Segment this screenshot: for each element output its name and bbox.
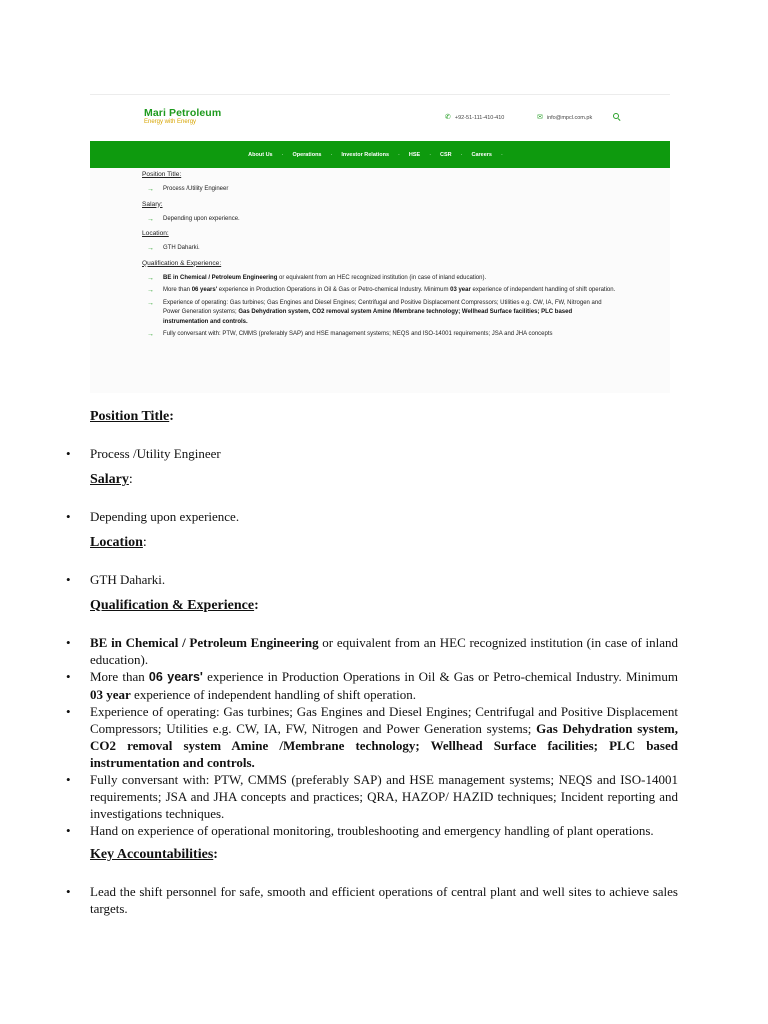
list-item — [66, 703, 678, 771]
nav-separator: · — [501, 151, 503, 158]
arrow-icon: → — [147, 245, 154, 252]
position-title-value — [142, 185, 618, 195]
nav-label: About Us — [248, 151, 273, 158]
list-item — [66, 668, 678, 703]
heading-text: Salary — [90, 472, 129, 487]
list-item — [66, 771, 678, 822]
arrow-icon: → — [147, 287, 154, 294]
list-item — [66, 508, 678, 525]
nav-separator: · — [330, 151, 333, 158]
bold-text: Gas Dehydration system, CO2 removal system Amine /Membrane technology; Wellhead Surface facilities; PLC based instrumentation and controls. — [90, 721, 678, 770]
heading-text: Key Accountabilities — [90, 847, 214, 862]
item-text: More than — [90, 669, 149, 684]
arrow-icon: → — [147, 274, 154, 282]
accountabilities-list — [66, 883, 678, 917]
salary-heading — [90, 471, 678, 489]
job-details — [90, 168, 670, 340]
nav-label: HSE — [408, 151, 421, 158]
item-text: Depending upon experience. — [90, 509, 240, 524]
bold-text: 03 year — [450, 287, 471, 293]
logo-tagline: Energy with Energy — [144, 119, 197, 125]
item-text: Fully conversant with: PTW, CMMS (preferably SAP) and HSE management systems; NEQS and ISO-14001 requirements; JSA and JHA concepts and practices; QRA, HAZOP/ HAZID techniques; Incident reporting and investigations techniques. — [90, 772, 678, 821]
item-text: Process /Utility Engineer — [163, 186, 229, 192]
list-item — [66, 883, 678, 917]
nav-separator: · — [429, 151, 432, 158]
email-contact[interactable] — [537, 114, 592, 121]
heading-colon: : — [128, 472, 133, 487]
heading-colon: : — [142, 535, 147, 550]
bold-text: Gas Dehydration system, CO2 removal system Amine /Membrane technology; Wellhead Surface facilities; PLC based instrumentation and controls. — [163, 309, 573, 325]
heading-colon: : — [254, 598, 259, 613]
nav-hse[interactable] — [409, 152, 440, 158]
item-text: Experience of operating: Gas turbines; Gas Engines and Diesel Engines; Centrifugal and Positive Displacement Compressors; Utilities e.g. CW, IA, FW, Nitrogen and Power Generation systems; — [163, 299, 602, 315]
heading-text: Location — [90, 535, 143, 550]
heading-colon: : — [213, 847, 218, 862]
nav-operations[interactable] — [292, 152, 341, 158]
email-address: info@mpcl.com.pk — [546, 114, 593, 121]
nav-separator: · — [460, 151, 463, 158]
item-text: or equivalent from an HEC recognized institution (in case of inland education). — [277, 274, 487, 281]
heading-text: Position Title — [90, 409, 170, 424]
bold-text: BE in Chemical / Petroleum Engineering — [163, 274, 278, 281]
phone-number: +92-51-111-410-410 — [454, 114, 505, 121]
arrow-icon: → — [147, 215, 154, 223]
nav-separator: · — [281, 151, 284, 158]
position-title-heading — [90, 408, 678, 426]
nav-csr[interactable] — [440, 152, 471, 158]
heading-text: Qualification & Experience — [90, 598, 255, 613]
position-title-list — [66, 445, 678, 462]
item-text: GTH Daharki. — [90, 572, 166, 587]
nav-label: CSR — [440, 151, 452, 158]
item-text: experience of independent handling of shift operation. — [130, 687, 416, 702]
list-item — [142, 274, 618, 284]
list-item — [142, 330, 618, 340]
bold-text: 06 years' — [191, 287, 218, 293]
nav-label: Operations — [292, 151, 322, 158]
search-icon[interactable] — [613, 113, 619, 119]
item-text: Depending upon experience. — [163, 215, 240, 222]
qualification-heading: Qualification & Experience: — [142, 259, 222, 267]
arrow-icon: → — [147, 186, 154, 193]
item-text: experience in Production Operations in Oil & Gas or Petro-chemical Industry. Minimum — [202, 669, 678, 684]
item-text: Process /Utility Engineer — [90, 446, 221, 461]
mail-icon: ✉ — [537, 114, 543, 121]
logo-name: Mari Petroleum — [144, 107, 222, 119]
accountabilities-heading — [90, 846, 678, 864]
location-heading: Location: — [142, 230, 169, 237]
location-value — [142, 244, 618, 254]
salary-list — [66, 508, 678, 525]
qualification-heading — [90, 597, 678, 615]
position-title-heading: Position Title: — [142, 171, 182, 178]
list-item — [66, 571, 678, 588]
qualification-list — [66, 634, 678, 839]
heading-colon: : — [169, 409, 174, 424]
job-post-screenshot — [90, 94, 670, 393]
item-text: experience in Production Operations in Oil & Gas or Petro-chemical Industry. Minimum — [217, 287, 451, 293]
nav-label: Careers — [471, 151, 492, 158]
item-text: experience of independent handling of shift operation. — [470, 287, 616, 293]
site-logo[interactable] — [144, 108, 221, 126]
main-nav — [90, 141, 670, 168]
salary-value — [142, 215, 618, 225]
item-text: or equivalent from an HEC recognized institution (in case of inland education). — [90, 635, 679, 667]
list-item — [66, 634, 678, 668]
list-item — [142, 286, 618, 296]
item-text: Fully conversant with: PTW, CMMS (preferably SAP) and HSE management systems; NEQS and ISO-14001 requirements; JSA and JHA concepts — [163, 331, 553, 337]
salary-heading: Salary: — [142, 200, 163, 208]
qualification-list — [142, 274, 670, 340]
nav-investor-relations[interactable] — [341, 152, 409, 158]
nav-label: Investor Relations — [341, 151, 390, 158]
bold-text: 03 year — [90, 687, 131, 702]
nav-separator: · — [398, 151, 400, 158]
document-body — [66, 408, 678, 917]
arrow-icon: → — [147, 299, 154, 307]
item-text: Hand on experience of operational monitoring, troubleshooting and emergency handling of plant operations. — [90, 823, 654, 838]
item-text: Experience of operating: Gas turbines; Gas Engines and Diesel Engines; Centrifugal and Positive Displacement Compressors; Utilities e.g. CW, IA, FW, Nitrogen and Power Generation systems; — [90, 704, 678, 736]
phone-contact[interactable] — [445, 114, 504, 121]
bold-text: 06 years' — [148, 670, 203, 684]
nav-about-us[interactable] — [248, 152, 292, 158]
location-heading — [90, 534, 678, 552]
list-item — [66, 822, 678, 839]
site-header — [90, 95, 670, 141]
list-item — [142, 299, 618, 328]
list-item — [66, 445, 678, 462]
item-text: More than — [163, 287, 192, 293]
item-text: Lead the shift personnel for safe, smooth and efficient operations of central plant and well sites to achieve sales targets. — [90, 884, 678, 916]
item-text: GTH Daharki. — [163, 245, 200, 251]
phone-icon: ✆ — [445, 114, 451, 121]
arrow-icon: → — [147, 331, 154, 338]
bold-text: BE in Chemical / Petroleum Engineering — [90, 635, 319, 650]
location-list — [66, 571, 678, 588]
nav-careers[interactable] — [472, 152, 512, 158]
